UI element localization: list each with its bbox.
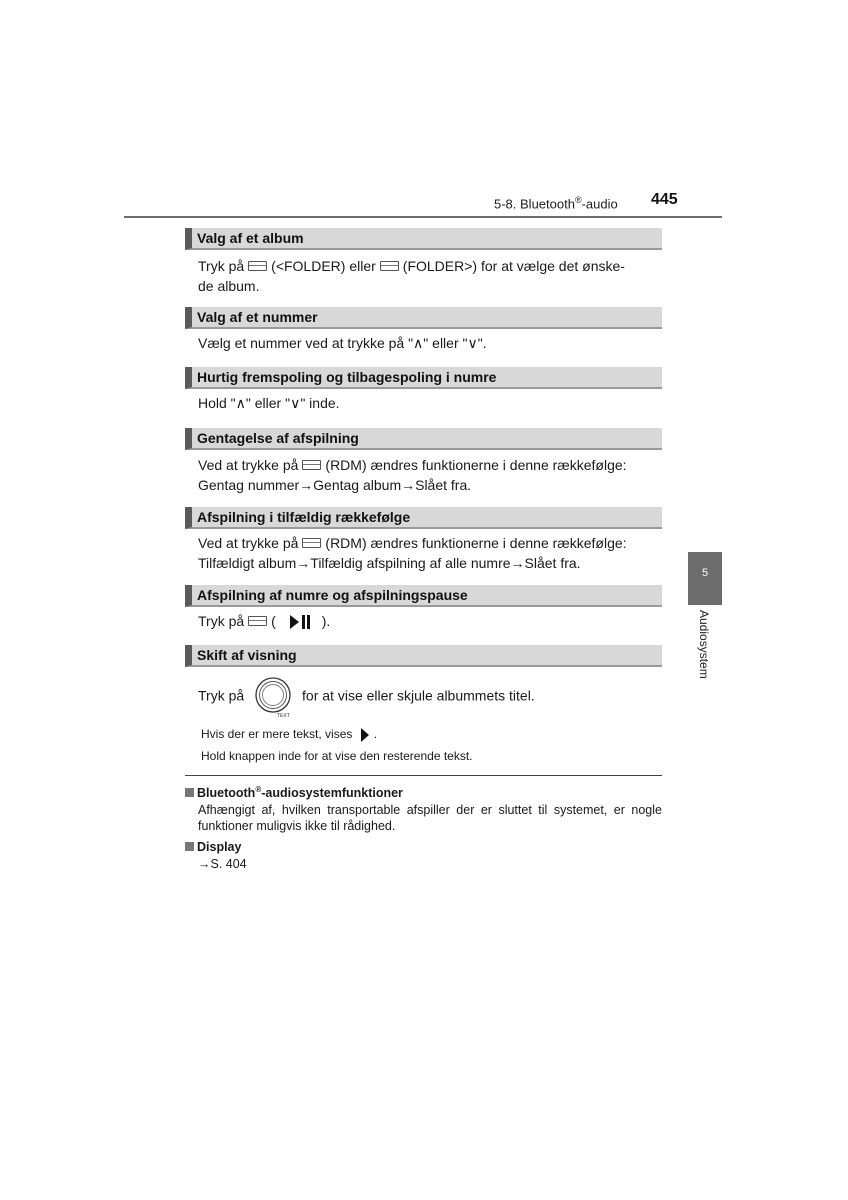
svg-text:TEXT: TEXT	[277, 713, 290, 719]
info-heading: Bluetooth®-audiosystemfunktioner	[185, 781, 662, 802]
header-section-title: 5-8. Bluetooth	[494, 196, 575, 212]
section-body: Vælg et nummer ved at trykke på "∧" eller "∨".	[198, 335, 487, 351]
section-heading: Valg af et album	[185, 228, 662, 250]
section-body: Tryk på TEXT for at vise eller skjule albummets titel.	[185, 675, 662, 719]
chapter-label: Audiosystem	[697, 610, 711, 679]
running-header: 5-8. Bluetooth®-audio	[494, 195, 618, 212]
button-icon	[302, 460, 321, 470]
section-heading: Afspilning i tilfældig rækkefølge	[185, 507, 662, 529]
section-heading: Afspilning af numre og afspilningspause	[185, 585, 662, 607]
page-number: 445	[651, 191, 678, 208]
note: Hold knappen inde for at vise den resterende tekst.	[201, 749, 473, 763]
arrow-right-icon	[360, 728, 370, 742]
button-icon	[302, 538, 321, 548]
section-heading: Skift af visning	[185, 645, 662, 667]
section-body: Hold "∧" eller "∨" inde.	[198, 395, 340, 411]
button-icon	[248, 261, 267, 271]
section-heading: Gentagelse af afspilning	[185, 428, 662, 450]
tune-knob-icon	[254, 675, 294, 719]
play-pause-icon	[290, 615, 312, 629]
section-body: Ved at trykke på (RDM) ændres funktionerne i denne rækkefølge: Tilfældigt album→Tilfældig afspilning af alle numre→Slået fra.	[198, 535, 627, 571]
divider	[185, 775, 662, 776]
info-heading: Display	[185, 838, 662, 856]
section-body: Ved at trykke på (RDM) ændres funktionerne i denne rækkefølge: Gentag nummer→Gentag album→Slået fra.	[198, 457, 627, 493]
header-rule	[124, 216, 722, 218]
page-content	[185, 228, 662, 872]
chapter-tab: 5	[688, 552, 722, 605]
section-heading: Valg af et nummer	[185, 307, 662, 329]
section-heading: Hurtig fremspoling og tilbagespoling i numre	[185, 367, 662, 389]
section-body: Tryk på (<FOLDER) eller (FOLDER>) for at vælge det ønske- de album.	[198, 258, 625, 294]
square-bullet-icon	[185, 788, 194, 797]
square-bullet-icon	[185, 842, 194, 851]
button-icon	[380, 261, 399, 271]
button-icon	[248, 616, 267, 626]
info-text: →S. 404	[198, 857, 247, 872]
section-body: Tryk på ( ).	[198, 613, 331, 629]
note: Hvis der er mere tekst, vises .	[201, 727, 378, 741]
info-text: Afhængigt af, hvilken transportable afspiller der er sluttet til systemet, er nogle funktioner muligvis ikke til rådighed.	[198, 803, 662, 834]
